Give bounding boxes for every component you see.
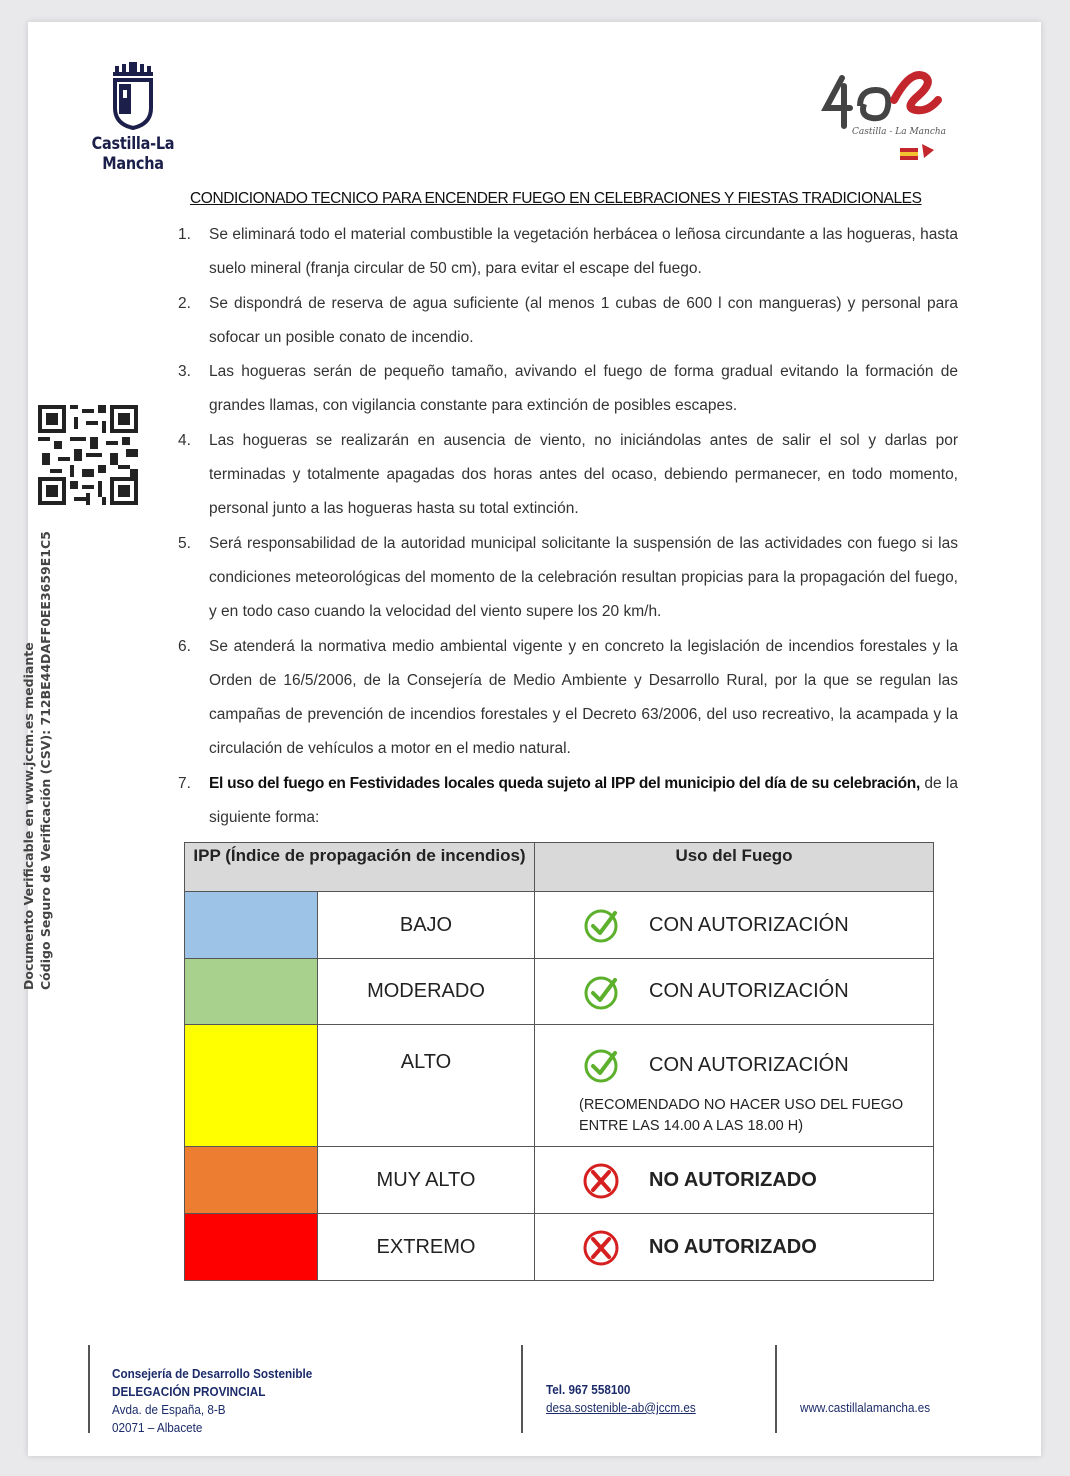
footer-delegation: DELEGACIÓN PROVINCIAL — [112, 1384, 266, 1399]
verification-side-text — [20, 531, 54, 990]
item-text: Se dispondrá de reserva de agua suficiente (al menos 1 cubas de 600 l con mangueras) y personal para sofocar un posible conato de incendio. — [209, 294, 958, 346]
check-icon — [581, 905, 621, 945]
anniversary-logo-icon — [820, 66, 960, 166]
footer-divider — [775, 1345, 777, 1433]
footer-email-link[interactable]: desa.sostenible-ab@jccm.es — [546, 1400, 696, 1415]
footer-org: Consejería de Desarrollo Sostenible — [112, 1366, 313, 1381]
level-label: MUY ALTO — [318, 1147, 535, 1214]
footer — [88, 1345, 968, 1435]
level-label: BAJO — [318, 892, 535, 959]
use-cell — [535, 1214, 934, 1281]
ipp-table — [184, 842, 934, 1281]
table-row — [185, 1147, 934, 1214]
footer-city: 02071 – Albacete — [112, 1420, 203, 1435]
item-text: Las hogueras serán de pequeño tamaño, avivando el fuego de forma gradual evitando la formación de grandes llamas, con vigilancia constante para extinción de posibles escapes. — [209, 363, 958, 415]
item-number: 3. — [178, 363, 191, 381]
anniversary-40-logo — [820, 66, 960, 166]
table-row — [185, 1025, 934, 1147]
list-item — [178, 630, 958, 767]
check-icon — [581, 1045, 621, 1085]
footer-divider — [88, 1345, 90, 1433]
list-item — [178, 287, 958, 356]
use-cell — [535, 892, 934, 959]
castilla-la-mancha-logo — [58, 60, 208, 174]
use-cell — [535, 959, 934, 1025]
table-row — [185, 892, 934, 959]
level-label: EXTREMO — [318, 1214, 535, 1281]
list-item — [178, 218, 958, 287]
use-cell — [535, 1025, 934, 1147]
item-lead-text: El uso del fuego en Festividades locales queda sujeto al IPP del municipio del día de su celebración, — [209, 774, 920, 792]
header-ipp: IPP (Índice de propagación de incendios) — [185, 843, 535, 892]
footer-tel: Tel. 967 558100 — [546, 1382, 631, 1397]
use-label: NO AUTORIZADO — [649, 1168, 817, 1191]
color-swatch-moderado — [185, 959, 318, 1025]
check-icon — [581, 972, 621, 1012]
footer-street: Avda. de España, 8-B — [112, 1402, 226, 1417]
header-uso-fuego: Uso del Fuego — [535, 843, 934, 892]
logo-name: Castilla-La Mancha — [91, 134, 175, 174]
verification-line-2: Código Seguro de Verificación (CSV): 712BE44DAFF0EE3659E1C5 — [38, 531, 53, 990]
footer-contact-block — [546, 1381, 696, 1417]
use-label: NO AUTORIZADO — [649, 1235, 817, 1258]
item-number: 4. — [178, 431, 191, 449]
logo-subtitle: Castilla - La Mancha — [852, 127, 947, 137]
use-label: CON AUTORIZACIÓN — [649, 980, 849, 1002]
table-row — [185, 959, 934, 1025]
item-text: de la siguiente forma: — [209, 774, 958, 827]
table-header-row — [185, 843, 934, 892]
item-text: Se atenderá la normativa medio ambiental vigente y en concreto la legislación de incendios forestales y la Orden de 16/5/2006, de la Consejería de Medio Ambiente y Desarrollo Rural, por la que se regulan las campañas de prevención de incendios forestales y el Decreto 63/2006, del uso recreativo, la acampada y la circulación de vehículos a motor en el medio natural. — [209, 637, 958, 758]
use-label: CON AUTORIZACIÓN — [649, 1053, 849, 1076]
item-number: 2. — [178, 294, 191, 312]
list-item — [178, 767, 958, 836]
list-item — [178, 527, 958, 630]
table-row — [185, 1214, 934, 1281]
item-text: Se eliminará todo el material combustible la vegetación herbácea o leñosa circundante a las hogueras, hasta suelo mineral (franja circular de 50 cm), para evitar el escape del fuego. — [209, 226, 958, 278]
color-swatch-muy-alto — [185, 1147, 318, 1214]
list-item — [178, 355, 958, 424]
coat-of-arms-icon — [111, 60, 155, 130]
document-title: CONDICIONADO TECNICO PARA ENCENDER FUEGO EN CELEBRACIONES Y FIESTAS TRADICIONALES — [190, 190, 922, 207]
item-number: 6. — [178, 637, 191, 655]
item-text: Será responsabilidad de la autoridad municipal solicitante la suspensión de las actividades con fuego si las condiciones meteorológicas del momento de la celebración resultan propicias para la propagación del fuego, y en todo caso cuando la velocidad del viento supere los 20 km/h. — [209, 534, 958, 621]
color-swatch-extremo — [185, 1214, 318, 1281]
list-item — [178, 424, 958, 527]
verification-line-1: Documento Verificable en www.jccm.es mediante — [21, 642, 36, 990]
use-label: CON AUTORIZACIÓN — [649, 913, 849, 936]
level-label: MODERADO — [318, 959, 535, 1025]
cross-icon — [581, 1160, 621, 1200]
conditions-list — [178, 218, 958, 835]
item-number: 5. — [178, 534, 191, 552]
footer-web[interactable]: www.castillalamancha.es — [800, 1400, 931, 1415]
cross-icon — [581, 1227, 621, 1267]
item-number: 1. — [178, 226, 191, 243]
footer-address-block — [112, 1365, 312, 1437]
use-note: (RECOMENDADO NO HACER USO DEL FUEGO ENTRE LAS 14.00 A LAS 18.00 H) — [579, 1097, 904, 1134]
footer-divider — [521, 1345, 523, 1433]
color-swatch-alto — [185, 1025, 318, 1147]
qr-code — [38, 405, 138, 505]
item-text: Las hogueras se realizarán en ausencia de viento, no iniciándolas antes de salir el sol y darlas por terminadas y totalmente apagadas dos horas antes del ocaso, debiendo permanecer, en todo momento, personal junto a las hogueras hasta su total extinción. — [209, 431, 958, 518]
use-cell — [535, 1147, 934, 1214]
item-number: 7. — [178, 774, 191, 792]
level-label: ALTO — [318, 1025, 535, 1147]
color-swatch-bajo — [185, 892, 318, 959]
